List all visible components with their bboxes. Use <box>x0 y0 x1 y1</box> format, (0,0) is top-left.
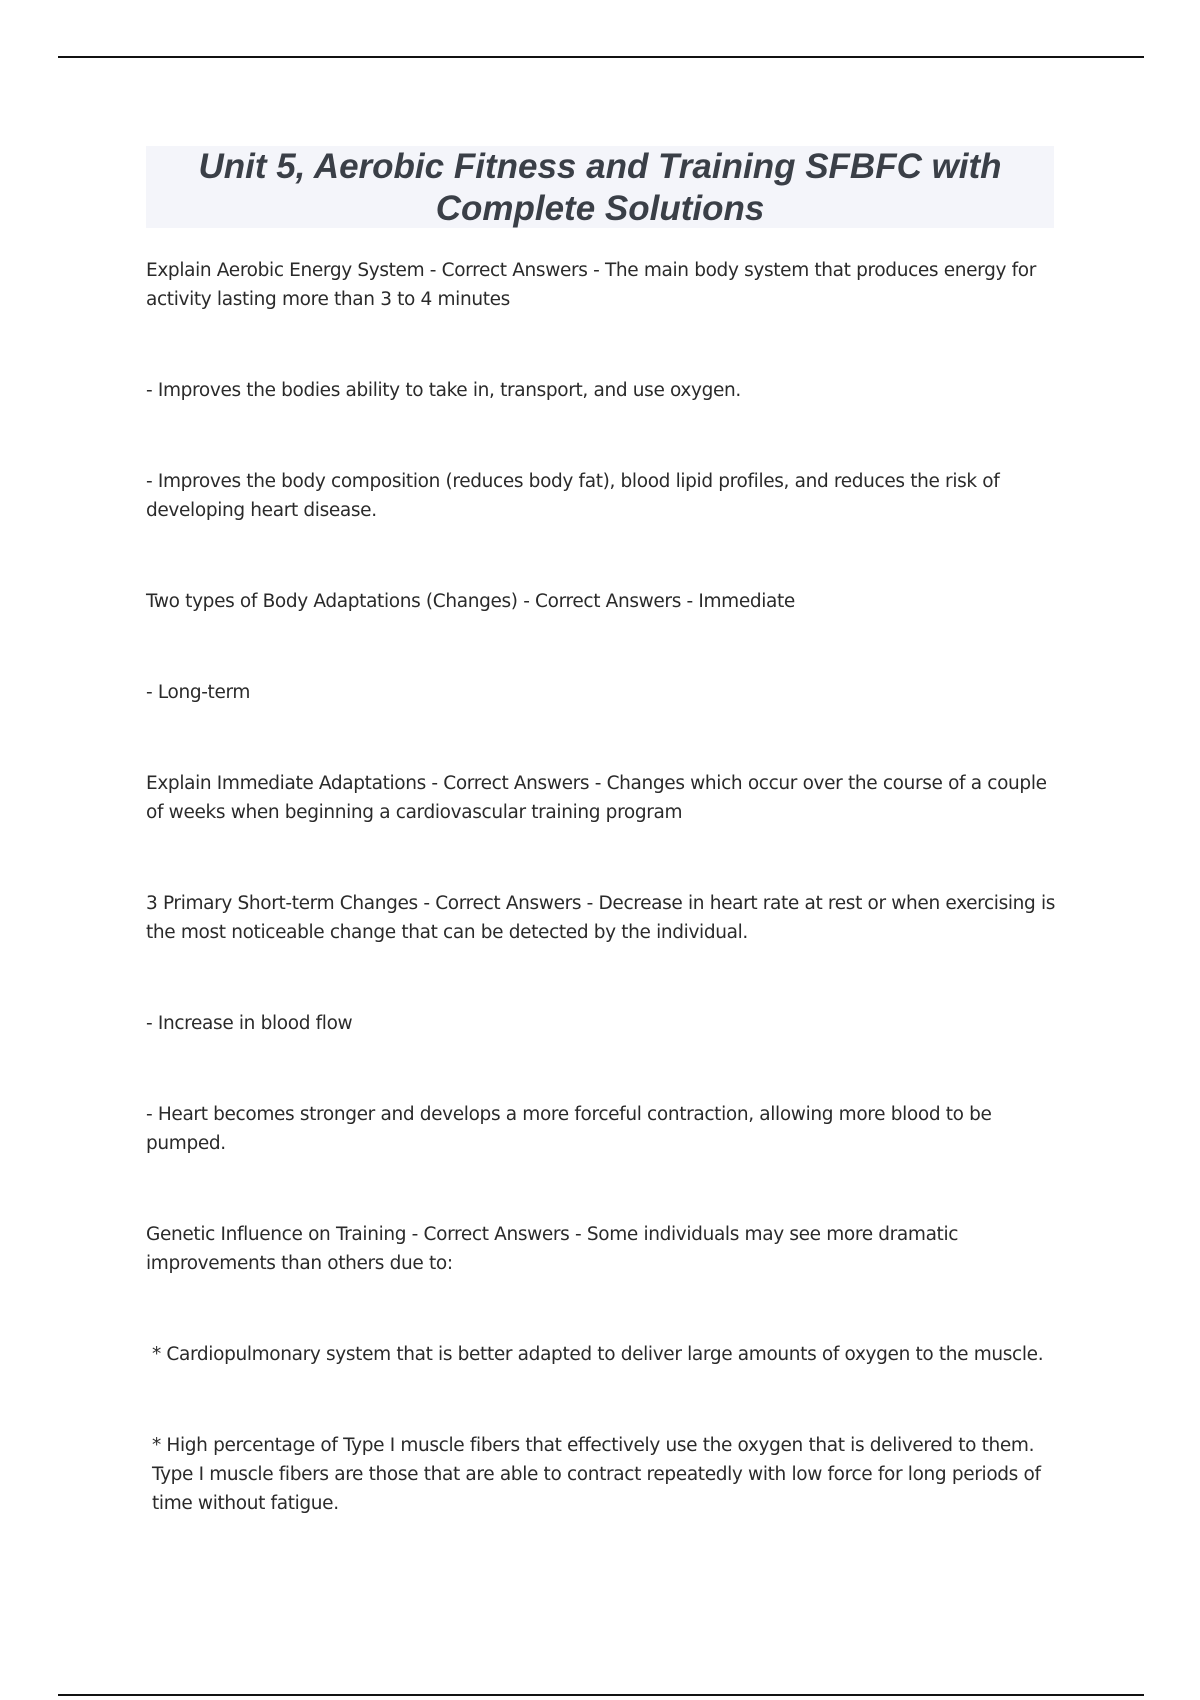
top-rule <box>58 56 1144 58</box>
paragraph-aerobic-energy-system: Explain Aerobic Energy System - Correct Answers - The main body system that produces energy for activity lasting more than 3 to 4 minutes <box>146 260 1037 310</box>
paragraph-cardiopulmonary: * Cardiopulmonary system that is better adapted to deliver large amounts of oxygen to the muscle. <box>152 1344 1044 1365</box>
paragraph-body-composition: - Improves the body composition (reduces body fat), blood lipid profiles, and reduces the risk of developing heart disease. <box>146 471 1000 521</box>
document-body <box>146 256 1058 1580</box>
paragraph-blood-flow: - Increase in blood flow <box>146 1013 353 1034</box>
paragraph-genetic-influence: Genetic Influence on Training - Correct Answers - Some individuals may see more dramatic improvements than others due to: <box>146 1224 959 1274</box>
paragraph-oxygen-ability: - Improves the bodies ability to take in, transport, and use oxygen. <box>146 380 741 401</box>
paragraph-type-i-fibers: * High percentage of Type I muscle fibers that effectively use the oxygen that is delivered to them. Type I muscle fibers are those that are able to contract repeatedly with low force for long periods of time without fatigue. <box>152 1435 1041 1514</box>
paragraph-long-term: - Long-term <box>146 682 251 703</box>
paragraph-heart-stronger: - Heart becomes stronger and develops a more forceful contraction, allowing more blood to be pumped. <box>146 1104 992 1154</box>
title-banner <box>146 146 1054 228</box>
paragraph-immediate-adaptations: Explain Immediate Adaptations - Correct Answers - Changes which occur over the course of a couple of weeks when beginning a cardiovascular training program <box>146 773 1047 823</box>
bottom-rule <box>58 1694 1144 1696</box>
paragraph-short-term-changes: 3 Primary Short-term Changes - Correct Answers - Decrease in heart rate at rest or when exercising is the most noticeable change that can be detected by the individual. <box>146 893 1056 943</box>
document-title: Unit 5, Aerobic Fitness and Training SFBFC with Complete Solutions <box>198 147 1002 228</box>
paragraph-body-adaptations: Two types of Body Adaptations (Changes) - Correct Answers - Immediate <box>146 591 795 612</box>
